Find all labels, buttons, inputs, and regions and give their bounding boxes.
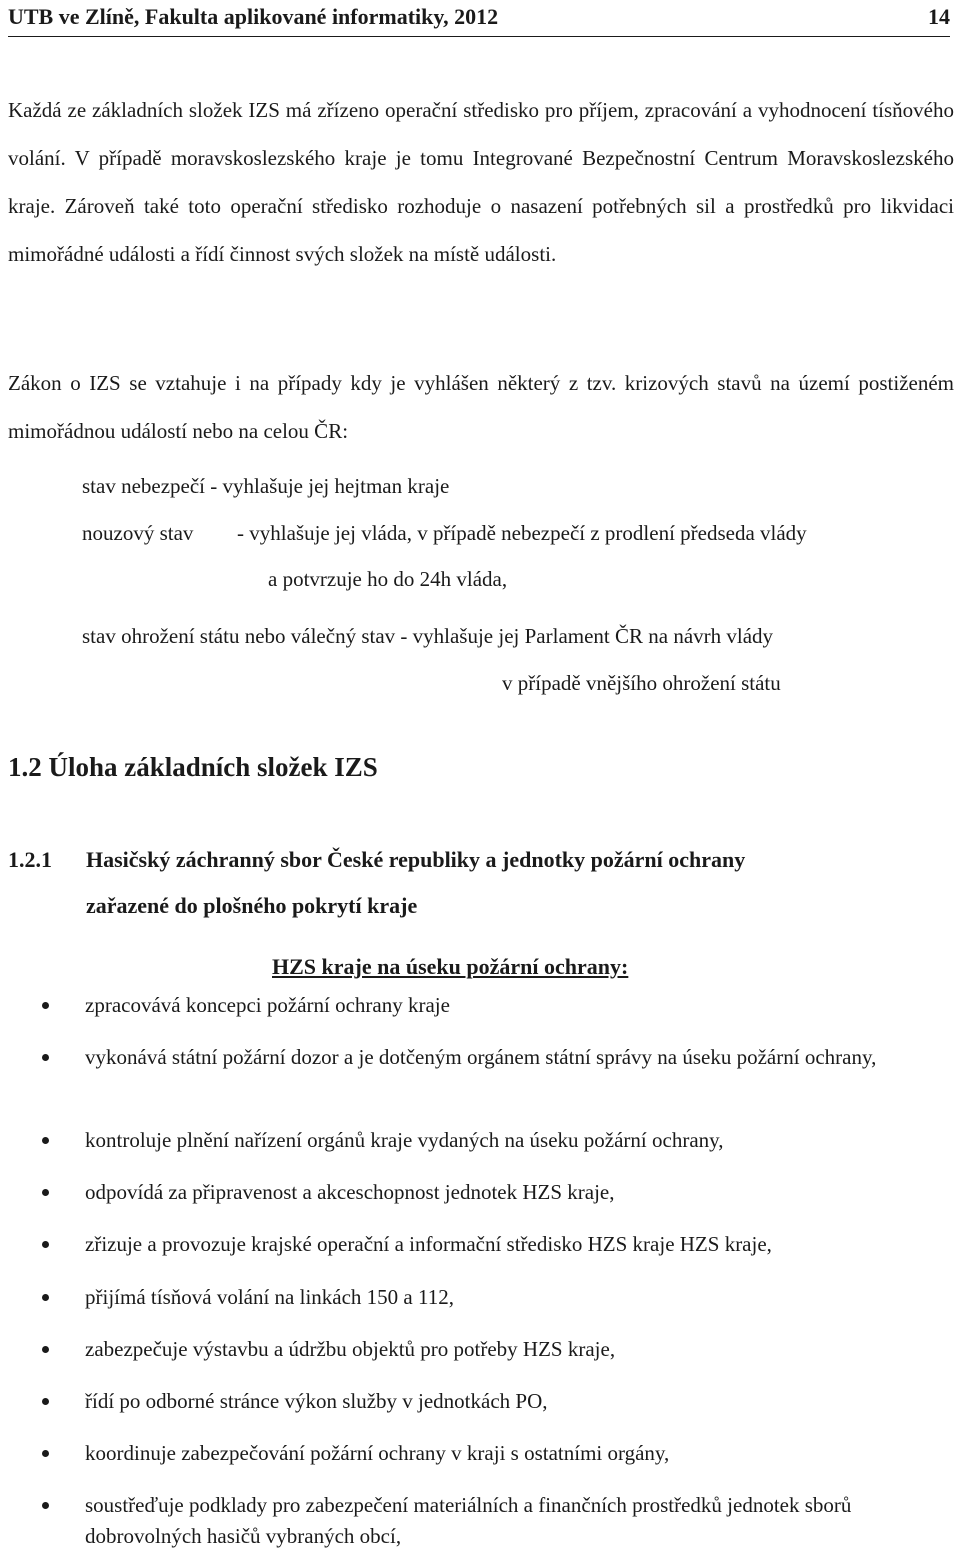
section-heading: 1.2 Úloha základních složek IZS: [8, 752, 378, 782]
bullet-icon: [42, 1002, 49, 1009]
subsection-title-line-2: zařazené do plošného pokrytí kraje: [86, 893, 418, 918]
paragraph-2: Zákon o IZS se vztahuje i na případy kdy je vyhlášen některý z tzv. krizových stavů na území postiženém mimořádnou událostí nebo na celou ČR:: [8, 371, 954, 443]
header-title: UTB ve Zlíně, Fakulta aplikované informatiky, 2012: [8, 4, 499, 29]
list-item-text: zabezpečuje výstavbu a údržbu objektů pro potřeby HZS kraje,: [85, 1337, 616, 1361]
bullet-icon: [42, 1450, 49, 1457]
bullet-icon: [42, 1346, 49, 1353]
list-item-text: zřizuje a provozuje krajské operační a informační středisko HZS kraje HZS kraje,: [85, 1232, 772, 1256]
state-danger: stav nebezpečí - vyhlašuje jej hejtman kraje: [82, 474, 450, 498]
paragraph-1: Každá ze základních složek IZS má zřízeno operační středisko pro příjem, zpracování a vyhodnocení tísňového volání. V případě moravskoslezského kraje je tomu Integrované Bezpečnostní Centrum Moravskoslezského kraje. Zároveň také toto operační středisko rozhoduje o nasazení potřebných sil a prostředků pro likvidaci mimořádné události a řídí činnost svých složek na místě události.: [8, 98, 954, 266]
bullet-icon: [42, 1294, 49, 1301]
list-item-text: zpracovává koncepci požární ochrany kraje: [85, 993, 450, 1017]
bullet-icon: [42, 1054, 49, 1061]
list-item-text: vykonává státní požární dozor a je dotčeným orgánem státní správy na úseku požární ochrany,: [85, 1045, 877, 1069]
subsection-number: 1.2.1: [8, 847, 52, 872]
list-item-text: přijímá tísňová volání na linkách 150 a 112,: [85, 1285, 454, 1309]
subsection-title-line-1: Hasičský záchranný sbor České republiky a jednotky požární ochrany: [86, 847, 746, 872]
state-war: stav ohrožení státu nebo válečný stav - vyhlašuje jej Parlament ČR na návrh vlády: [82, 624, 774, 648]
state-emergency-desc-2: a potvrzuje ho do 24h vláda,: [268, 567, 508, 591]
state-war-2: v případě vnějšího ohrožení státu: [502, 671, 781, 695]
bullet-icon: [42, 1398, 49, 1405]
list-item-text: řídí po odborné stránce výkon služby v jednotkách PO,: [85, 1389, 548, 1413]
page-header: [8, 0, 950, 37]
page-number: 14: [928, 4, 950, 29]
state-emergency-desc: - vyhlašuje jej vláda, v případě nebezpečí z prodlení předseda vlády: [237, 521, 807, 545]
bullet-icon: [42, 1137, 49, 1144]
list-item-text: soustřeďuje podklady pro zabezpečení materiálních a finančních prostředků jednotek sborů dobrovolných hasičů vybraných obcí,: [85, 1493, 852, 1548]
list-heading: HZS kraje na úseku požární ochrany:: [272, 954, 629, 979]
list-item-text: odpovídá za připravenost a akceschopnost jednotek HZS kraje,: [85, 1180, 615, 1204]
list-item-text: koordinuje zabezpečování požární ochrany v kraji s ostatními orgány,: [85, 1441, 670, 1465]
bullet-icon: [42, 1502, 49, 1509]
bullet-icon: [42, 1241, 49, 1248]
state-emergency-label: nouzový stav: [82, 521, 194, 545]
list-item-text: kontroluje plnění nařízení orgánů kraje vydaných na úseku požární ochrany,: [85, 1128, 724, 1152]
bullet-icon: [42, 1189, 49, 1196]
